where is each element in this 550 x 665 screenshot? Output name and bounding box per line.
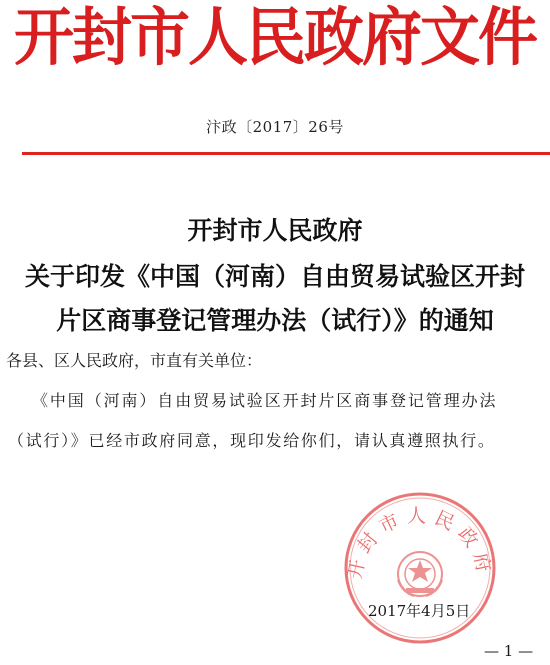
issue-date: 2017年4月5日 bbox=[368, 602, 471, 620]
document-number: 汴政〔2017〕26号 bbox=[206, 118, 344, 136]
national-emblem-icon bbox=[398, 552, 442, 596]
page-number: — 1 — bbox=[484, 642, 534, 660]
red-divider-line bbox=[22, 152, 550, 155]
body-paragraph-line-1: 《中国（河南）自由贸易试验区开封片区商事登记管理办法 bbox=[32, 391, 498, 410]
body-paragraph-line-2: （试行）》已经市政府同意，现印发给你们，请认真遵照执行。 bbox=[8, 431, 496, 450]
document-masthead: 开封市人民政府文件 bbox=[14, 1, 536, 75]
salutation: 各县、区人民政府，市直有关单位： bbox=[6, 351, 263, 370]
official-seal bbox=[340, 488, 500, 648]
title-issuer: 开封市人民政府 bbox=[187, 216, 363, 245]
title-line-3: 片区商事登记管理办法（试行）》的通知 bbox=[56, 306, 494, 335]
seal-text: 开封市人民政府 bbox=[343, 505, 497, 582]
title-line-2: 关于印发《中国（河南）自由贸易试验区开封 bbox=[24, 262, 525, 291]
